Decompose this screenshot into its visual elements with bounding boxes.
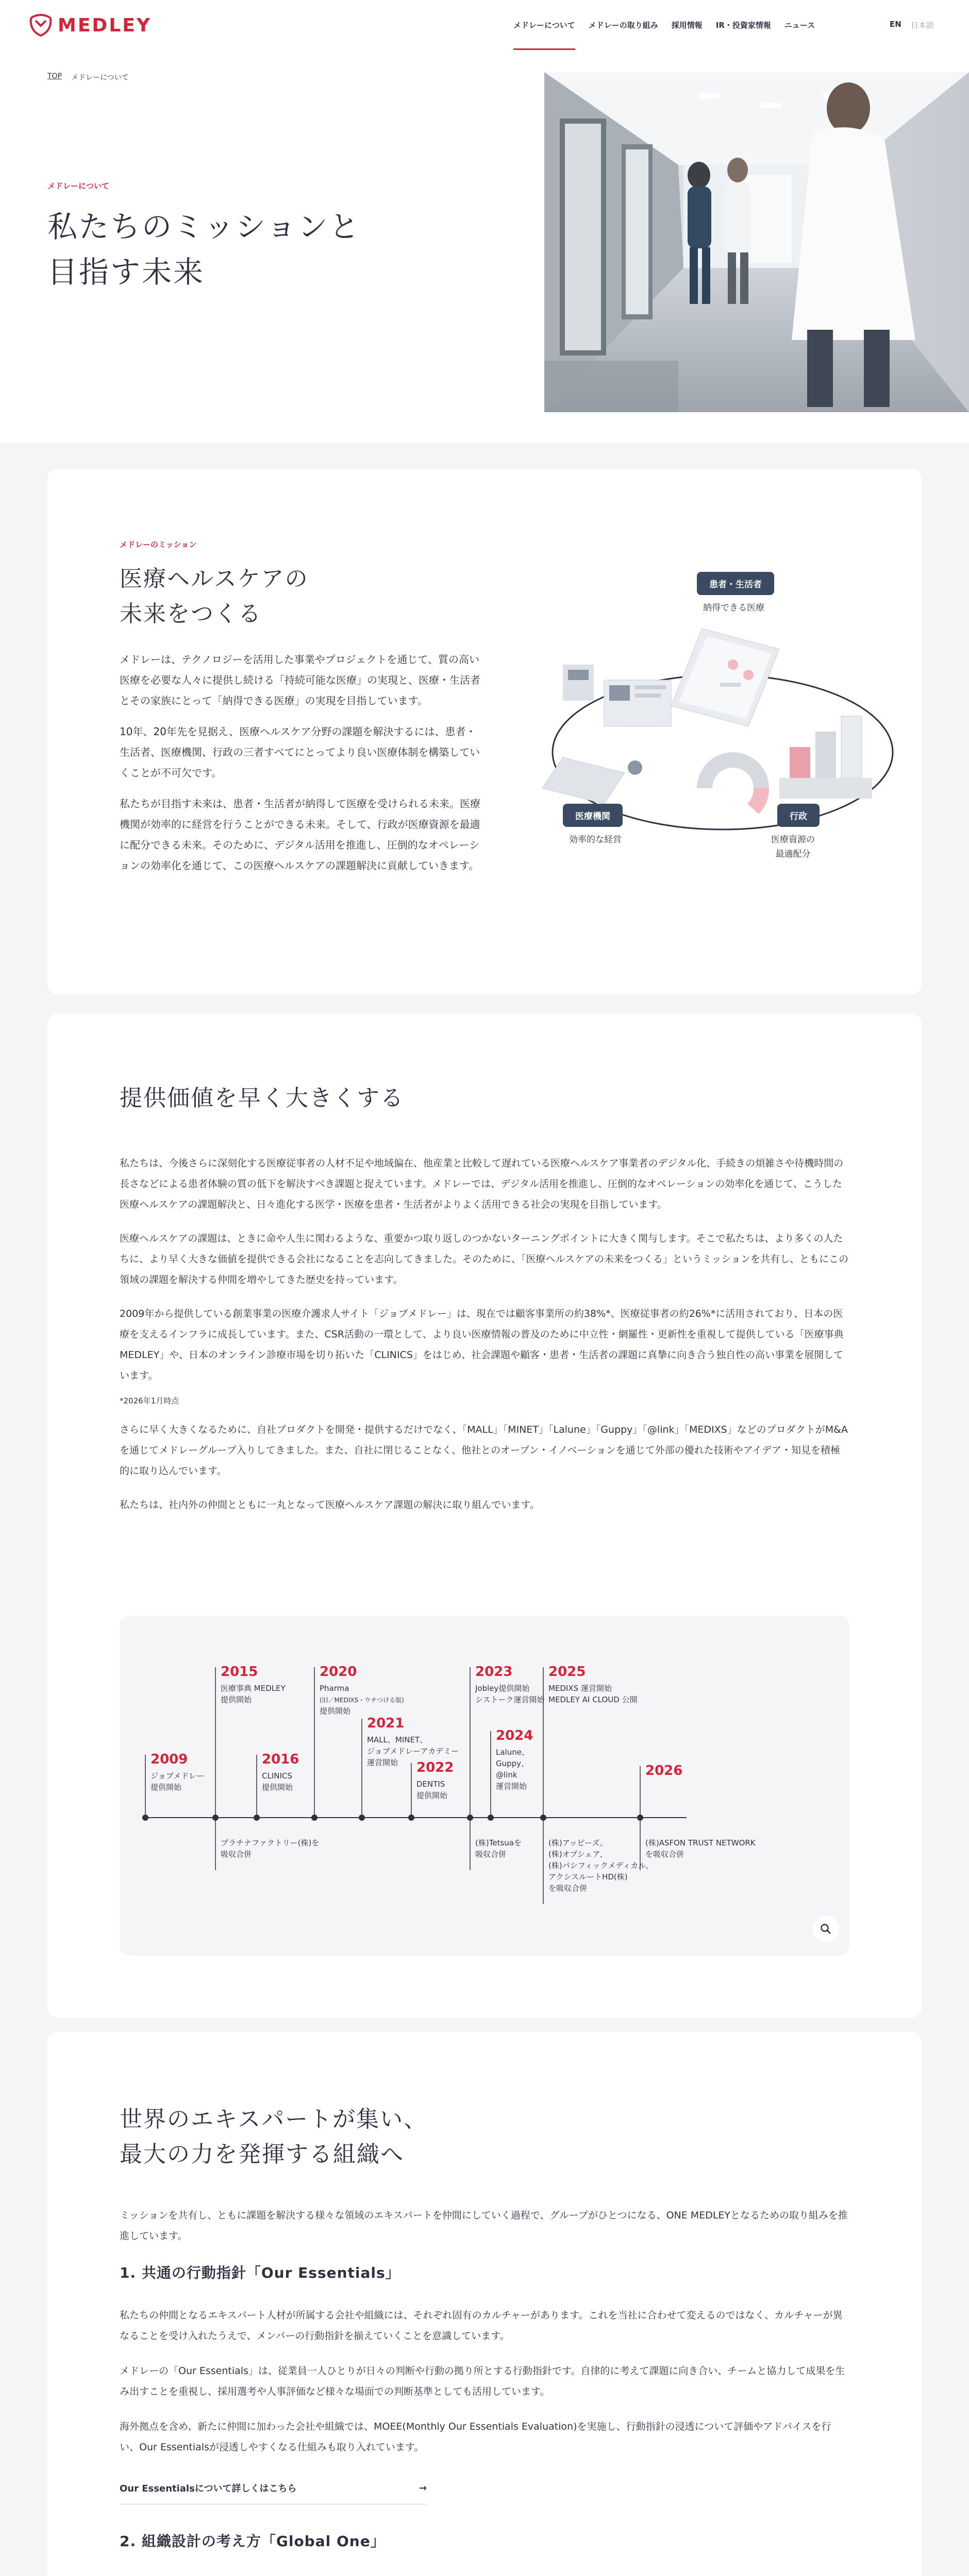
- arrow-right-icon: →: [419, 2482, 427, 2494]
- hero-eyebrow: メドレーについて: [47, 181, 109, 191]
- lang-ja[interactable]: 日本語: [910, 21, 934, 30]
- team-paragraph: 私たちの仲間となるエキスパート人材が所属する会社や組織には、それぞれ固有のカルチャーがあります。これを当社に合わせて変えるのではなく、カルチャーが異なることを受け入れたうえで、メンバーの行動指針を揃えていくことを意識しています。: [120, 2310, 843, 2342]
- timeline-event-line: 提供開始: [151, 1783, 182, 1792]
- value-section: [47, 1014, 922, 2018]
- value-paragraph: さらに早く大きくなるために、自社プロダクトを開発・提供するだけでなく、「MALL」「MINET」「Lalune」「Guppy」「@link」「MEDIXS」などのプロダクトがM&Aを通じてメドレーグループ入りしてきました。また、自社に閉じることなく、他社とのオープン・イノベーションを通じて外部の優れた技術やアイデア・知見を積極的に取り込んでいます。: [120, 1424, 848, 1477]
- team-paragraph: 海外拠点を含め、新たに仲間に加わった会社や組織では、MOEE(Monthly Our Essentials Evaluation)を実施し、行動指針の浸透について評価やアドバイスを行い、Our Essentialsが浸透しやすくなる仕組みも取り入れています。: [120, 2421, 831, 2453]
- timeline-event-line: シストーク運営開始: [475, 1695, 545, 1704]
- essentials-heading: 1. 共通の行動指針「Our Essentials」: [120, 2264, 400, 2281]
- timeline-dot: [212, 1815, 219, 1821]
- site-header: [0, 0, 969, 52]
- timeline-year: 2016: [262, 1752, 299, 1767]
- team-title-line2: 最大の力を発揮する組織へ: [120, 2141, 404, 2167]
- page-title-line1: 私たちのミッションと: [47, 209, 361, 244]
- timeline-event-line: 提供開始: [320, 1706, 351, 1716]
- gov-sub: [771, 833, 815, 861]
- timeline-event-line: 運営開始: [496, 1782, 527, 1791]
- timeline-merger: [548, 1837, 653, 1894]
- zoom-button[interactable]: [812, 1916, 839, 1942]
- mission-texts: [120, 649, 480, 886]
- value-texts: [120, 1153, 849, 1529]
- breadcrumb: [47, 72, 129, 82]
- team-title: [120, 2102, 583, 2172]
- timeline-dot: [311, 1815, 318, 1821]
- gov-tag: 行政: [777, 804, 820, 827]
- timeline-year: 2024: [496, 1728, 533, 1743]
- timeline-event: [262, 1770, 293, 1793]
- nav-news[interactable]: ニュース: [784, 21, 815, 30]
- timeline-dot: [359, 1815, 365, 1821]
- timeline-dot: [488, 1815, 494, 1821]
- timeline-dot: [467, 1815, 473, 1821]
- value-note: *2026年1月時点: [120, 1396, 179, 1405]
- timeline-event-line: 提供開始: [221, 1695, 252, 1704]
- timeline-merger: [221, 1837, 319, 1860]
- team-paragraph: メドレーの「Our Essentials」は、従業員一人ひとりが日々の判断や行動の拠り所とする行動指針です。自律的に考えて課題に向き合い、チームと協力して成果を生み出すことを重視し、採用選考や人事評価など様々な場面での判断基準としても活用しています。: [120, 2365, 845, 2397]
- timeline-event-line: MALL、MINET、: [367, 1735, 428, 1744]
- timeline-event: [496, 1747, 529, 1792]
- timeline-merger-line: 吸収合併: [475, 1850, 507, 1859]
- breadcrumb-top[interactable]: TOP: [47, 72, 62, 80]
- hospital-tag: 医療機関: [563, 804, 623, 827]
- nav-recruit[interactable]: 採用情報: [671, 21, 703, 30]
- gov-sub-line2: 最適配分: [775, 849, 811, 859]
- timeline-merger: [645, 1837, 756, 1860]
- patient-tag: 患者・生活者: [697, 572, 774, 595]
- gov-sub-line1: 医療資源の: [771, 835, 815, 845]
- timeline-event: [548, 1683, 638, 1705]
- timeline-dot: [637, 1815, 643, 1821]
- mission-title-line2: 未来をつくる: [120, 601, 262, 627]
- mission-title: [120, 562, 408, 632]
- timeline-event-line: 医療事典 MEDLEY: [221, 1684, 286, 1693]
- team-section: [47, 2032, 922, 2576]
- patient-sub: 納得できる医療: [703, 603, 764, 613]
- timeline-year: 2020: [320, 1664, 357, 1680]
- mission-paragraph: 10年、20年先を見据え、医療ヘルスケア分野の課題を解決するには、患者・生活者、医療機関、行政の三者すべてにとってより良い医療体制を構築していくことが不可欠です。: [120, 725, 480, 779]
- timeline-event: [221, 1683, 286, 1705]
- timeline-year: 2009: [151, 1752, 188, 1767]
- mission-paragraph: メドレーは、テクノロジーを活用した事業やプロジェクトを通じて、質の高い医療を必要な人々に提供し続ける「持続可能な医療」の実現と、医療・生活者とその家族にとって「納得できる医療」の実現を目指しています。: [120, 653, 480, 707]
- timeline-dot: [142, 1815, 148, 1821]
- nav-ir[interactable]: IR・投資家情報: [715, 21, 771, 30]
- hospital-sub: 効率的な経営: [569, 835, 622, 845]
- timeline-event: [151, 1770, 204, 1793]
- essentials-link[interactable]: [120, 2472, 427, 2504]
- nav-about[interactable]: メドレーについて: [513, 21, 575, 30]
- team-body: [120, 2205, 849, 2576]
- timeline-merger-line: (株)パシフィックメディカル、: [548, 1861, 653, 1870]
- timeline-year: 2015: [221, 1664, 258, 1680]
- timeline-event-line: DENTIS: [416, 1780, 445, 1789]
- timeline-event-line: 提供開始: [416, 1791, 448, 1800]
- timeline-event-line: Lalune、: [496, 1748, 529, 1757]
- timeline-event-line: MEDIXS 運営開始: [548, 1684, 612, 1693]
- timeline-event-line: @link: [496, 1770, 517, 1780]
- timeline-event-line: ジョブメドレーアカデミー: [367, 1747, 459, 1756]
- global-nav: [513, 20, 828, 30]
- timeline-merger-line: (株)Tetsuaを: [475, 1838, 522, 1848]
- timeline-event: [416, 1778, 447, 1801]
- timeline-event-line: MEDLEY AI CLOUD 公開: [548, 1695, 638, 1704]
- timeline-year: 2021: [367, 1716, 405, 1731]
- medley-shield-icon: [29, 13, 53, 37]
- value-paragraph: 2009年から提供している創業事業の医療介護求人サイト「ジョブメドレー」は、現在では顧客事業所の約38%*、医療従事者の約26%*に活用されており、日本の医療を支えるインフラに成長しています。また、CSR活動の一環として、より良い医療情報の普及のために中立性・網羅性・更新性を重視して提供している「医療事典MEDLEY」や、日本のオンライン診療市場を切り拓いた「CLINICS」をはじめ、社会課題や顧客・患者・生活者の課題に真摯に向き合う独自性の高い事業を展開しています。: [120, 1308, 844, 1381]
- mission-eyebrow: メドレーのミッション: [120, 540, 197, 549]
- logo-text: MEDLEY: [58, 14, 152, 36]
- timeline-merger: [475, 1837, 522, 1860]
- mission-paragraph: 私たちが目指す未来は、患者・生活者が納得して医療を受けられる未来。医療機関が効率的に経営を行うことができる未来。そして、行政が医療資源を最適に配分できる未来。そのために、デジタル活用を推進し、圧倒的なオペレーションの効率化を通じて、この医療ヘルスケアの課題解決に貢献していきます。: [120, 798, 480, 872]
- search-zoom-icon: [820, 1923, 831, 1935]
- timeline-year: 2026: [645, 1763, 683, 1778]
- timeline-merger-line: 吸収合併: [221, 1850, 252, 1859]
- timeline-dot: [254, 1815, 260, 1821]
- timeline-event: [475, 1683, 545, 1705]
- timeline-merger-line: を吸収合併: [645, 1850, 684, 1859]
- hero-hospital-photo: [544, 72, 969, 412]
- breadcrumb-current: メドレーについて: [71, 74, 129, 82]
- timeline-year: 2022: [416, 1760, 454, 1775]
- history-timeline: [120, 1616, 849, 1956]
- timeline-dot: [540, 1815, 546, 1821]
- timeline-merger-line: (株)アッピーズ、: [548, 1838, 608, 1848]
- timeline-merger-line: (株)オプシェア、: [548, 1850, 608, 1859]
- global-one-heading: 2. 組織設計の考え方「Global One」: [120, 2533, 386, 2550]
- hero-section: [0, 52, 969, 443]
- value-paragraph: 私たちは、今後さらに深刻化する医療従事者の人材不足や地域偏在、他産業と比較して遅れている医療ヘルスケア事業者のデジタル化、手続きの煩雑さや待機時間の長さなどによる患者体験の質の低下を解決すべき課題と捉えています。メドレーでは、デジタル活用を推進し、圧倒的なオペレーションの効率化を通じて、こうした医療ヘルスケアの課題解決と、日々進化する医学・医療を患者・生活者がよりよく活用できる社会の実現を目指しています。: [120, 1158, 844, 1210]
- timeline-event-line: (旧／MEDIXS・ウチつける版): [320, 1697, 404, 1704]
- team-intro: ミッションを共有し、ともに課題を解決する様々な領域のエキスパートを仲間にしていく過程で、グループがひとつになる、ONE MEDLEYとなるための取り組みを推進しています。: [120, 2210, 848, 2242]
- medley-logo[interactable]: [29, 13, 152, 37]
- mission-diagram: [542, 562, 903, 891]
- timeline-event-line: Pharma: [320, 1684, 349, 1693]
- timeline-event-line: 運営開始: [367, 1758, 398, 1767]
- essentials-link-label: Our Essentialsについて詳しくはこちら: [120, 2483, 297, 2494]
- page-title-line2: 目指す未来: [47, 255, 205, 290]
- timeline-dot: [408, 1815, 414, 1821]
- nav-initiatives[interactable]: メドレーの取り組み: [588, 21, 658, 30]
- mission-section: [47, 469, 922, 994]
- timeline-merger-line: (株)ASFON TRUST NETWORK: [645, 1838, 756, 1848]
- team-title-line1: 世界のエキスパートが集い、: [120, 2106, 428, 2132]
- timeline-merger-line: アクシスルートHD(株): [548, 1872, 628, 1882]
- timeline-merger-line: プラチナファクトリー(株)を: [221, 1838, 320, 1848]
- page-title: [47, 204, 408, 295]
- timeline-year: 2025: [548, 1664, 586, 1680]
- language-switch: [890, 20, 934, 30]
- timeline-event-line: CLINICS: [262, 1771, 292, 1781]
- value-paragraph: 私たちは、社内外の仲間とともに一丸となって医療ヘルスケア課題の解決に取り組んでいます。: [120, 1499, 540, 1511]
- timeline-event-line: Jobley提供開始: [475, 1684, 530, 1693]
- lang-en[interactable]: EN: [890, 20, 901, 29]
- timeline-year: 2023: [475, 1664, 513, 1680]
- timeline-event: [320, 1683, 404, 1717]
- timeline-event-line: Guppy、: [496, 1759, 529, 1768]
- timeline-event-line: ジョブメドレー: [151, 1771, 205, 1781]
- team-paragraph: [120, 2573, 849, 2576]
- value-title: 提供価値を早く大きくする: [120, 1085, 404, 1111]
- timeline-event-line: 提供開始: [262, 1783, 293, 1792]
- timeline-merger-line: を吸収合併: [548, 1884, 588, 1893]
- mission-title-line1: 医療ヘルスケアの: [120, 566, 309, 592]
- value-paragraph: 医療ヘルスケアの課題は、ときに命や人生に関わるような、重要かつ取り返しのつかないターニングポイントに大きく関与します。そこで私たちは、より多くの人たちに、より早く大きな価値を提供できる会社になることを志向してきました。そのために、「医療ヘルスケアの未来をつくる」というミッションを共有し、ともにこの領域の課題を解決する仲間を増やしてきた歴史を持っています。: [120, 1233, 849, 1285]
